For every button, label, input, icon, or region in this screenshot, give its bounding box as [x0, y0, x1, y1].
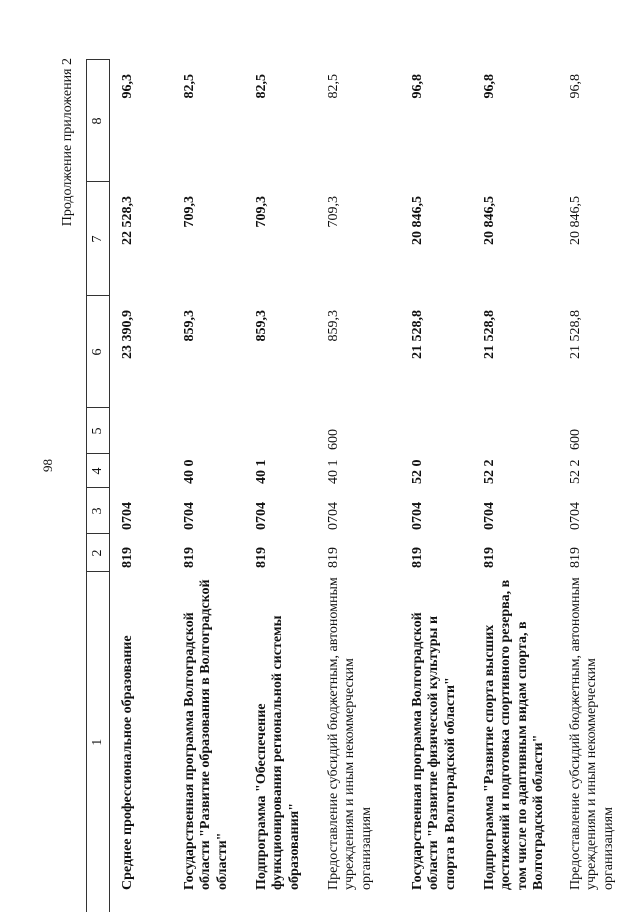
cell-expense-type: 600 [567, 429, 583, 450]
cell-expense-type [182, 408, 254, 454]
cell-executed: 709,3 [325, 196, 341, 228]
cell-planned: 21 528,8 [481, 310, 497, 359]
column-header: 5 [87, 408, 110, 454]
cell-expense-type [254, 408, 326, 454]
row-name: Государственная программа Волгоградской области "Развитие образования в Волгоградской области" [181, 579, 230, 890]
cell-percent: 96,8 [567, 74, 583, 99]
cell-expense-type: 600 [325, 429, 341, 450]
cell-ministry: 819 [253, 547, 269, 568]
cell-percent: 82,5 [181, 74, 197, 99]
table-row [568, 60, 640, 912]
cell-expense-type [410, 408, 482, 454]
column-header: 6 [87, 296, 110, 408]
cell-program: 40 0 [181, 459, 197, 484]
cell-planned: 23 390,9 [120, 310, 135, 359]
cell-executed: 22 528,3 [120, 196, 135, 245]
cell-executed: 20 846,5 [567, 196, 583, 245]
cell-planned: 21 528,8 [409, 310, 425, 359]
cell-planned: 859,3 [181, 310, 197, 342]
cell-planned: 859,3 [253, 310, 269, 342]
cell-ministry: 819 [409, 547, 425, 568]
cell-section: 0704 [567, 502, 583, 530]
cell-ministry: 819 [181, 547, 197, 568]
column-header: 4 [87, 454, 110, 488]
cell-planned: 21 528,8 [567, 310, 583, 359]
table-row [326, 60, 410, 912]
column-header: 7 [87, 182, 110, 296]
table-row [410, 60, 482, 912]
table-row [110, 60, 182, 912]
cell-section: 0704 [120, 502, 135, 530]
cell-percent: 96,3 [120, 74, 135, 99]
cell-program: 40 1 [325, 459, 341, 484]
cell-executed: 20 846,5 [409, 196, 425, 245]
row-name: Государственная программа Волгоградской области "Развитие физической культуры и спорта в Волгоградской области" [409, 612, 458, 890]
cell-percent: 96,8 [409, 74, 425, 99]
cell-expense-type [482, 408, 568, 454]
cell-executed: 709,3 [253, 196, 269, 228]
cell-program: 52 0 [409, 459, 425, 484]
cell-program: 40 1 [253, 459, 269, 484]
table-row [482, 60, 568, 912]
row-name: Подпрограмма "Обеспечение функционирования региональной системы образования" [253, 615, 302, 890]
cell-percent: 96,8 [481, 74, 497, 99]
cell-ministry: 819 [325, 547, 341, 568]
row-name: Предоставление субсидий бюджетным, автономным учреждениям и иным некоммерческим организациям [325, 577, 374, 890]
cell-executed: 709,3 [181, 196, 197, 228]
cell-planned: 859,3 [325, 310, 341, 342]
table-header-row [87, 60, 110, 912]
continuation-label: Продолжение приложения 2 [60, 58, 75, 227]
row-name: Среднее профессиональное образование [120, 635, 135, 890]
table-row [254, 60, 326, 912]
budget-table [86, 60, 640, 912]
cell-program: 52 2 [567, 459, 583, 484]
cell-section: 0704 [181, 502, 197, 530]
cell-section: 0704 [481, 502, 497, 530]
column-header: 2 [87, 534, 110, 572]
table-row [182, 60, 254, 912]
cell-program [110, 454, 182, 488]
cell-program: 52 2 [481, 459, 497, 484]
row-name: Подпрограмма "Развитие спорта высших достижений и подготовка спортивного резерва, в том числе по адаптивным видам спорта, в Волгоградской области" [481, 579, 547, 890]
row-name: Предоставление субсидий бюджетным, автономным учреждениям и иным некоммерческим организациям [567, 577, 616, 890]
column-header: 3 [87, 488, 110, 534]
cell-ministry: 819 [120, 547, 135, 568]
cell-percent: 82,5 [325, 74, 341, 99]
column-header: 1 [87, 572, 110, 912]
cell-section: 0704 [409, 502, 425, 530]
page-number: 98 [40, 459, 55, 472]
cell-expense-type [110, 408, 182, 454]
cell-ministry: 819 [481, 547, 497, 568]
cell-section: 0704 [325, 502, 341, 530]
cell-percent: 82,5 [253, 74, 269, 99]
column-header: 8 [87, 60, 110, 182]
cell-executed: 20 846,5 [481, 196, 497, 245]
cell-section: 0704 [253, 502, 269, 530]
cell-ministry: 819 [567, 547, 583, 568]
